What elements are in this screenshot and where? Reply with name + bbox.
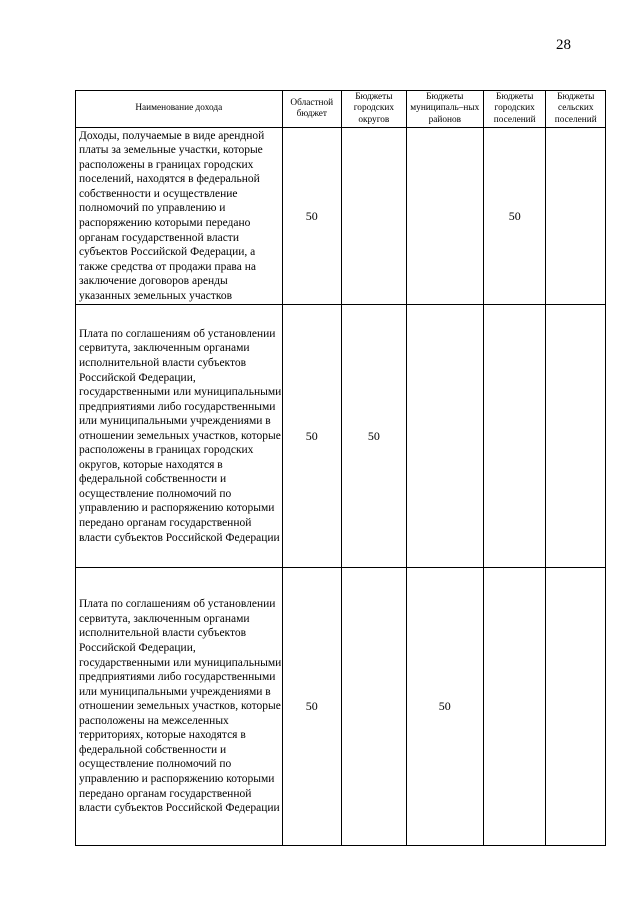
rural-settlements-value	[546, 568, 606, 846]
header-municipal-districts-budgets: Бюджеты муниципаль–ных районов	[406, 91, 483, 128]
municipal-districts-value	[406, 128, 483, 305]
revenue-name-cell: Доходы, получаемые в виде арендной платы за земельные участки, которые расположены в границах городских поселений, находятся в федеральной собственности и осуществление полномочий по управлению и распоряжению которыми передано органам государственной власти субъектов Российской Федерации, а также средства от продажи права на заключение договоров аренды указанных земельных участков	[76, 128, 283, 305]
revenue-distribution-table	[75, 90, 606, 846]
city-districts-value	[342, 128, 407, 305]
municipal-districts-value	[406, 305, 483, 568]
rural-settlements-value	[546, 128, 606, 305]
table-header-row	[76, 91, 606, 128]
header-revenue-name: Наименование дохода	[76, 91, 283, 128]
table-row	[76, 568, 606, 846]
city-districts-value	[342, 568, 407, 846]
page-number: 28	[556, 37, 571, 53]
urban-settlements-value	[483, 568, 546, 846]
header-city-districts-budgets: Бюджеты городских округов	[342, 91, 407, 128]
regional-budget-value: 50	[282, 128, 341, 305]
regional-budget-value: 50	[282, 568, 341, 846]
municipal-districts-value: 50	[406, 568, 483, 846]
city-districts-value: 50	[342, 305, 407, 568]
header-rural-settlements-budgets: Бюджеты сельских поселений	[546, 91, 606, 128]
header-regional-budget: Областной бюджет	[282, 91, 341, 128]
urban-settlements-value	[483, 305, 546, 568]
table-row	[76, 305, 606, 568]
rural-settlements-value	[546, 305, 606, 568]
revenue-name-cell: Плата по соглашениям об установлении сервитута, заключенным органами исполнительной власти субъектов Российской Федерации, государственными или муниципальными предприятиями либо государственными или муниципальными учреждениями в отношении земельных участков, которые расположены на межселенных территориях, которые находятся в федеральной собственности и осуществление полномочий по управлению и распоряжению которыми передано органам государственной власти субъектов Российской Федерации	[76, 568, 283, 846]
header-urban-settlements-budgets: Бюджеты городских поселений	[483, 91, 546, 128]
table-row	[76, 128, 606, 305]
regional-budget-value: 50	[282, 305, 341, 568]
revenue-name-cell: Плата по соглашениям об установлении сервитута, заключенным органами исполнительной власти субъектов Российской Федерации, государственными или муниципальными предприятиями либо государственными или муниципальными учреждениями в отношении земельных участков, которые расположены в границах городских округов, которые находятся в федеральной собственности и осуществление полномочий по управлению и распоряжению которыми передано органам государственной власти субъектов Российской Федерации	[76, 305, 283, 568]
urban-settlements-value: 50	[483, 128, 546, 305]
